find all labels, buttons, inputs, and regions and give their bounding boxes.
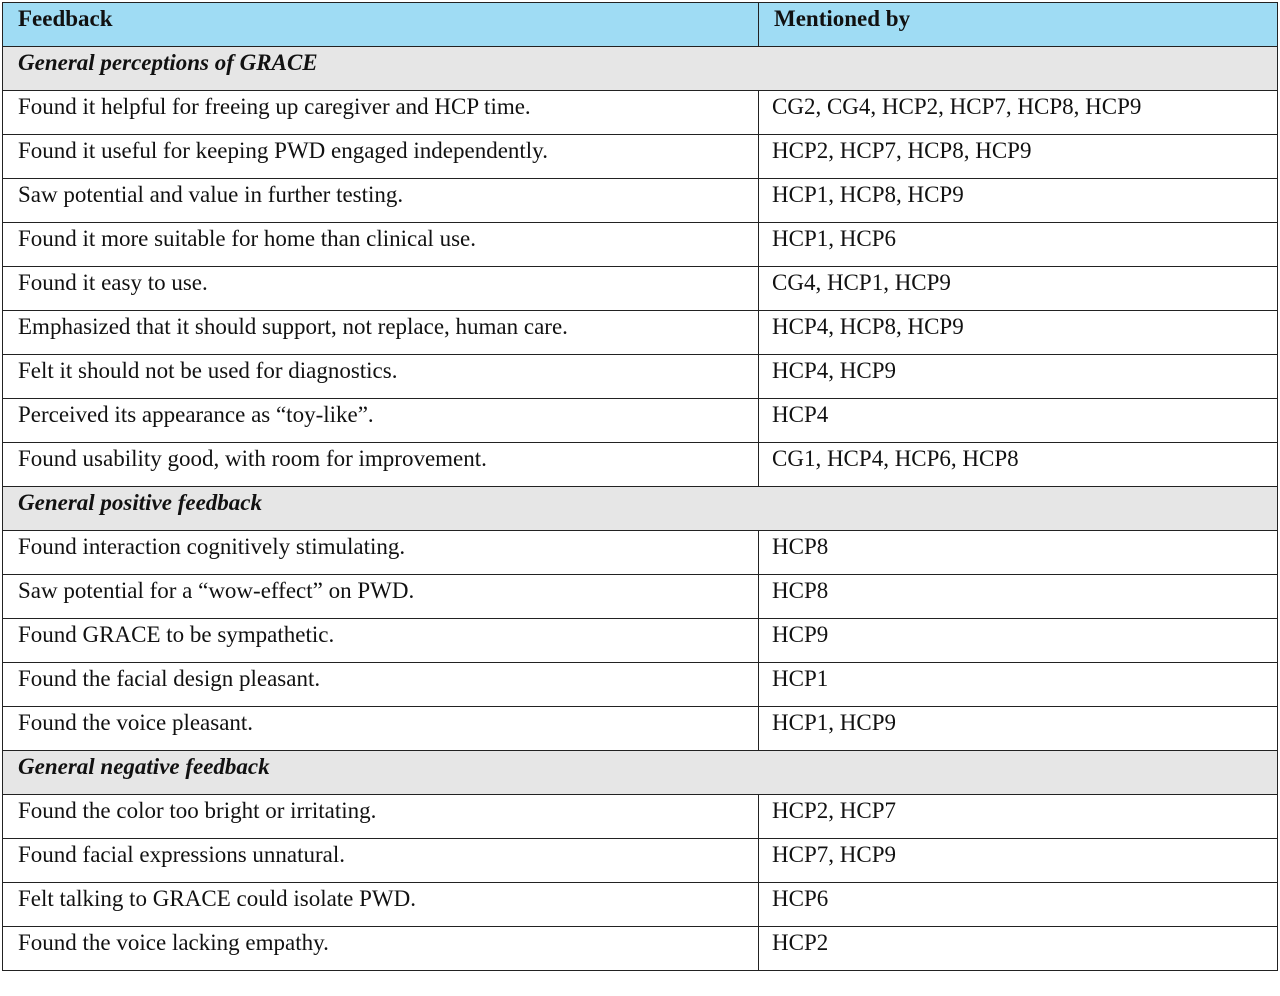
mentioned-by-cell: HCP1	[759, 663, 1278, 707]
header-row	[3, 3, 1278, 47]
table-row	[3, 663, 1278, 707]
table-row	[3, 839, 1278, 883]
table-row	[3, 399, 1278, 443]
feedback-cell: Found it more suitable for home than clinical use.	[3, 223, 759, 267]
mentioned-by-cell: HCP6	[759, 883, 1278, 927]
mentioned-by-cell: HCP2, HCP7	[759, 795, 1278, 839]
feedback-cell: Felt talking to GRACE could isolate PWD.	[3, 883, 759, 927]
table-row	[3, 223, 1278, 267]
feedback-cell: Found usability good, with room for improvement.	[3, 443, 759, 487]
table-row	[3, 707, 1278, 751]
mentioned-by-cell: HCP4, HCP8, HCP9	[759, 311, 1278, 355]
section-title: General perceptions of GRACE	[3, 47, 1278, 91]
table-row	[3, 927, 1278, 971]
table-row	[3, 619, 1278, 663]
section-row	[3, 751, 1278, 795]
table-row	[3, 443, 1278, 487]
feedback-cell: Found facial expressions unnatural.	[3, 839, 759, 883]
table-row	[3, 531, 1278, 575]
table-row	[3, 179, 1278, 223]
mentioned-by-cell: HCP8	[759, 575, 1278, 619]
mentioned-by-cell: HCP8	[759, 531, 1278, 575]
mentioned-by-cell: HCP4	[759, 399, 1278, 443]
mentioned-by-cell: CG4, HCP1, HCP9	[759, 267, 1278, 311]
mentioned-by-cell: HCP1, HCP8, HCP9	[759, 179, 1278, 223]
table-row	[3, 267, 1278, 311]
feedback-cell: Found GRACE to be sympathetic.	[3, 619, 759, 663]
feedback-cell: Perceived its appearance as “toy-like”.	[3, 399, 759, 443]
table-row	[3, 355, 1278, 399]
feedback-cell: Found it easy to use.	[3, 267, 759, 311]
table-row	[3, 135, 1278, 179]
mentioned-by-cell: CG1, HCP4, HCP6, HCP8	[759, 443, 1278, 487]
table-row	[3, 883, 1278, 927]
mentioned-by-cell: HCP1, HCP9	[759, 707, 1278, 751]
feedback-cell: Found the voice lacking empathy.	[3, 927, 759, 971]
table-row	[3, 91, 1278, 135]
header-mentioned-by: Mentioned by	[759, 3, 1278, 47]
feedback-cell: Found the facial design pleasant.	[3, 663, 759, 707]
mentioned-by-cell: HCP4, HCP9	[759, 355, 1278, 399]
feedback-cell: Saw potential and value in further testing.	[3, 179, 759, 223]
feedback-table	[2, 2, 1278, 971]
section-title: General negative feedback	[3, 751, 1278, 795]
feedback-cell: Saw potential for a “wow-effect” on PWD.	[3, 575, 759, 619]
feedback-cell: Found interaction cognitively stimulating.	[3, 531, 759, 575]
mentioned-by-cell: HCP2, HCP7, HCP8, HCP9	[759, 135, 1278, 179]
feedback-cell: Emphasized that it should support, not replace, human care.	[3, 311, 759, 355]
feedback-cell: Felt it should not be used for diagnostics.	[3, 355, 759, 399]
feedback-cell: Found it useful for keeping PWD engaged independently.	[3, 135, 759, 179]
mentioned-by-cell: HCP7, HCP9	[759, 839, 1278, 883]
mentioned-by-cell: HCP9	[759, 619, 1278, 663]
mentioned-by-cell: HCP1, HCP6	[759, 223, 1278, 267]
section-row	[3, 47, 1278, 91]
table-row	[3, 795, 1278, 839]
table-row	[3, 575, 1278, 619]
feedback-cell: Found the voice pleasant.	[3, 707, 759, 751]
mentioned-by-cell: CG2, CG4, HCP2, HCP7, HCP8, HCP9	[759, 91, 1278, 135]
section-row	[3, 487, 1278, 531]
table-row	[3, 311, 1278, 355]
feedback-cell: Found the color too bright or irritating.	[3, 795, 759, 839]
section-title: General positive feedback	[3, 487, 1278, 531]
mentioned-by-cell: HCP2	[759, 927, 1278, 971]
header-feedback: Feedback	[3, 3, 759, 47]
feedback-cell: Found it helpful for freeing up caregiver and HCP time.	[3, 91, 759, 135]
